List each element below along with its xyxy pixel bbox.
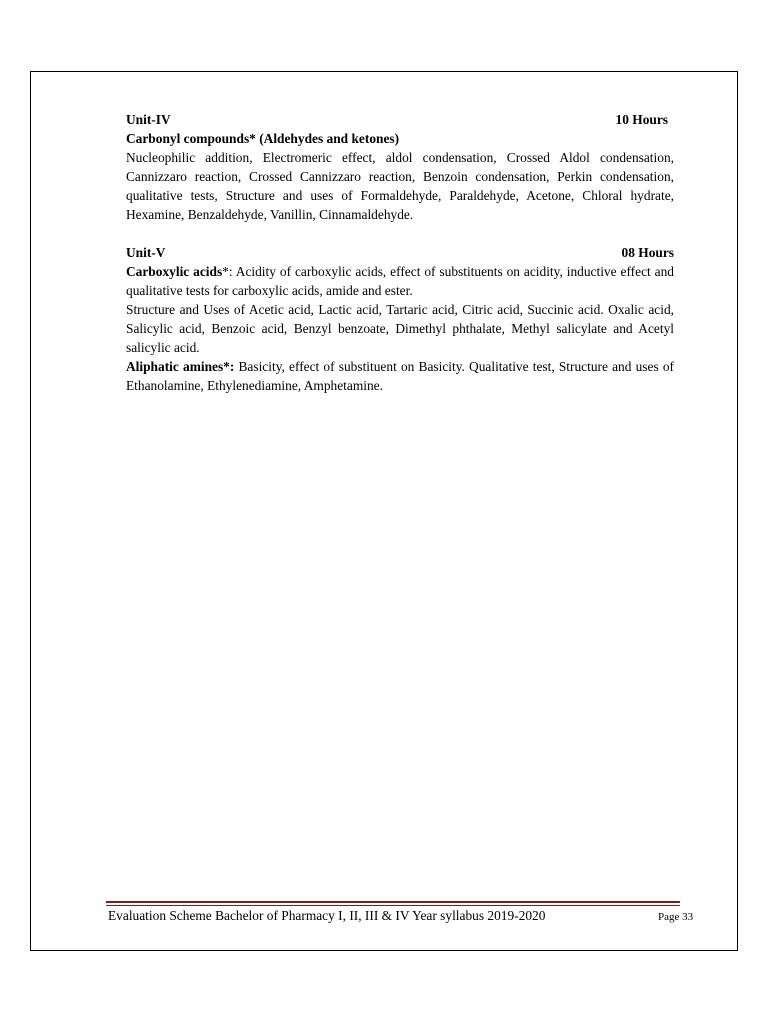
unit-v-hours: 08 Hours (621, 245, 674, 260)
footer-rule-thick (106, 901, 680, 903)
aliphatic-amines-label: Aliphatic amines*: (126, 359, 235, 374)
unit-v-header (126, 243, 674, 262)
syllabus-content (126, 110, 674, 395)
unit-iv-body: Nucleophilic addition, Electromeric effect, aldol condensation, Crossed Aldol condensation, Cannizzaro reaction, Crossed Cannizzaro reaction, Benzoin condensation, Perkin condensation, qualitative tests, Structure and uses of Formaldehyde, Paraldehyde, Acetone, Chloral hydrate, Hexamine, Benzaldehyde, Vanillin, Cinnamaldehyde. (126, 150, 674, 222)
unit-v-title: Unit-V (126, 245, 166, 260)
carboxylic-acids-star: *: (222, 264, 233, 279)
aliphatic-amines-text: Basicity, effect of substituent on Basicity. Qualitative test, Structure and uses of Ethanolamine, Ethylenediamine, Amphetamine. (126, 359, 674, 393)
footer-title: Evaluation Scheme Bachelor of Pharmacy I, II, III & IV Year syllabus 2019-2020 (108, 908, 546, 923)
page-number: Page 33 (658, 911, 694, 923)
unit-iv-hours: 10 Hours (615, 112, 668, 127)
footer-rule-thin (106, 905, 680, 906)
section-gap (126, 224, 674, 243)
carboxylic-acids-text: Acidity of carboxylic acids, effect of substituents on acidity, inductive effect and qualitative tests for carboxylic acids, amide and ester. (126, 264, 674, 298)
carboxylic-acids-paragraph (126, 262, 674, 300)
unit-iv-section (126, 110, 674, 224)
unit-iv-header (126, 110, 674, 129)
unit-iv-title: Unit-IV (126, 112, 171, 127)
aliphatic-amines-paragraph (126, 357, 674, 395)
unit-iv-subtitle: Carbonyl compounds* (Aldehydes and ketones) (126, 131, 400, 146)
structure-uses-paragraph: Structure and Uses of Acetic acid, Lactic acid, Tartaric acid, Citric acid, Succinic acid. Oxalic acid, Salicylic acid, Benzoic acid, Benzyl benzoate, Dimethyl phthalate, Methyl salicylate and Acetyl salicylic acid. (126, 302, 674, 355)
unit-v-section (126, 243, 674, 395)
carboxylic-acids-label: Carboxylic acids (126, 264, 223, 279)
